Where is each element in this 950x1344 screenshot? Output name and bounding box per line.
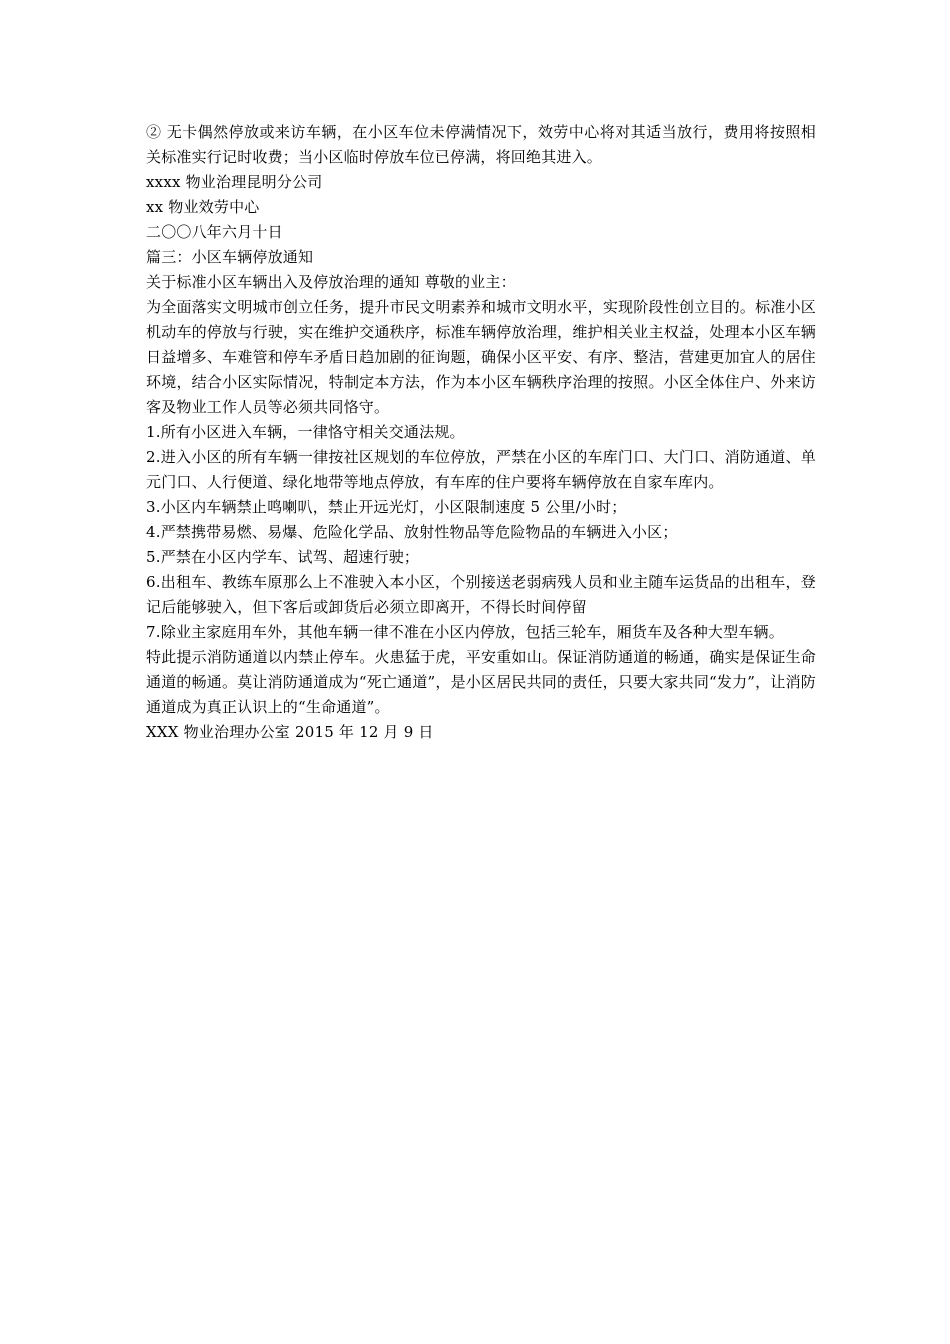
rule-item-5: 5.严禁在小区内学车、试驾、超速行驶； bbox=[146, 548, 420, 566]
signature-date: 二〇〇八年六月十日 bbox=[146, 223, 283, 241]
paragraph-intro: 为全面落实文明城市创立任务，提升市民文明素养和城市文明水平，实现阶段性创立目的。标准小区机动车的停放与行驶，实在维护交通秩序，标准车辆停放治理，维护相关业主权益，处理本小区车辆日益增多、车难管和停车矛盾日趋加剧的征询题，确保小区平安、有序、整洁，营建更加宜人的居住环境，结合小区实际情况，特制定本方法，作为本小区车辆秩序治理的按照。小区全体住户、外来访客及物业工作人员等必须共同恪守。 bbox=[146, 298, 816, 416]
section-heading: 篇三：小区车辆停放通知 bbox=[146, 248, 314, 266]
signature-company: xxxx 物业治理昆明分公司 bbox=[146, 173, 323, 191]
signature-office-date: XXX 物业治理办公室 2015 年 12 月 9 日 bbox=[146, 723, 434, 741]
notice-title: 关于标准小区车辆出入及停放治理的通知 尊敬的业主： bbox=[146, 273, 516, 291]
rule-item-3: 3.小区内车辆禁止鸣喇叭，禁止开远光灯，小区限制速度 5 公里/小时； bbox=[146, 498, 627, 516]
rule-item-2: 2.进入小区的所有车辆一律按社区规划的车位停放，严禁在小区的车库门口、大门口、消防通道、单元门口、人行便道、绿化地带等地点停放，有车库的住户要将车辆停放在自家车库内。 bbox=[146, 448, 816, 491]
rule-item-4: 4.严禁携带易燃、易爆、危险化学品、放射性物品等危险物品的车辆进入小区； bbox=[146, 523, 678, 541]
rule-item-7: 7.除业主家庭用车外，其他车辆一律不准在小区内停放，包括三轮车，厢货车及各种大型车辆。 bbox=[146, 623, 784, 641]
paragraph-fire-lane: 特此提示消防通道以内禁止停车。火患猛于虎，平安重如山。保证消防通道的畅通，确实是保证生命通道的畅通。莫让消防通道成为“死亡通道”，是小区居民共同的责任，只要大家共同“发力”，让消防通道成为真正认识上的“生命通道”。 bbox=[146, 648, 816, 716]
signature-service-center: xx 物业效劳中心 bbox=[146, 198, 260, 216]
paragraph-visitor-parking: ② 无卡偶然停放或来访车辆，在小区车位未停满情况下，效劳中心将对其适当放行，费用将按照相关标准实行记时收费；当小区临时停放车位已停满，将回绝其进入。 bbox=[146, 123, 816, 166]
rule-item-1: 1.所有小区进入车辆，一律恪守相关交通法规。 bbox=[146, 423, 465, 441]
rule-item-6: 6.出租车、教练车原那么上不准驶入本小区，个别接送老弱病残人员和业主随车运货品的出租车，登记后能够驶入，但下客后或卸货后必须立即离开，不得长时间停留 bbox=[146, 573, 816, 616]
document-page bbox=[146, 120, 816, 745]
